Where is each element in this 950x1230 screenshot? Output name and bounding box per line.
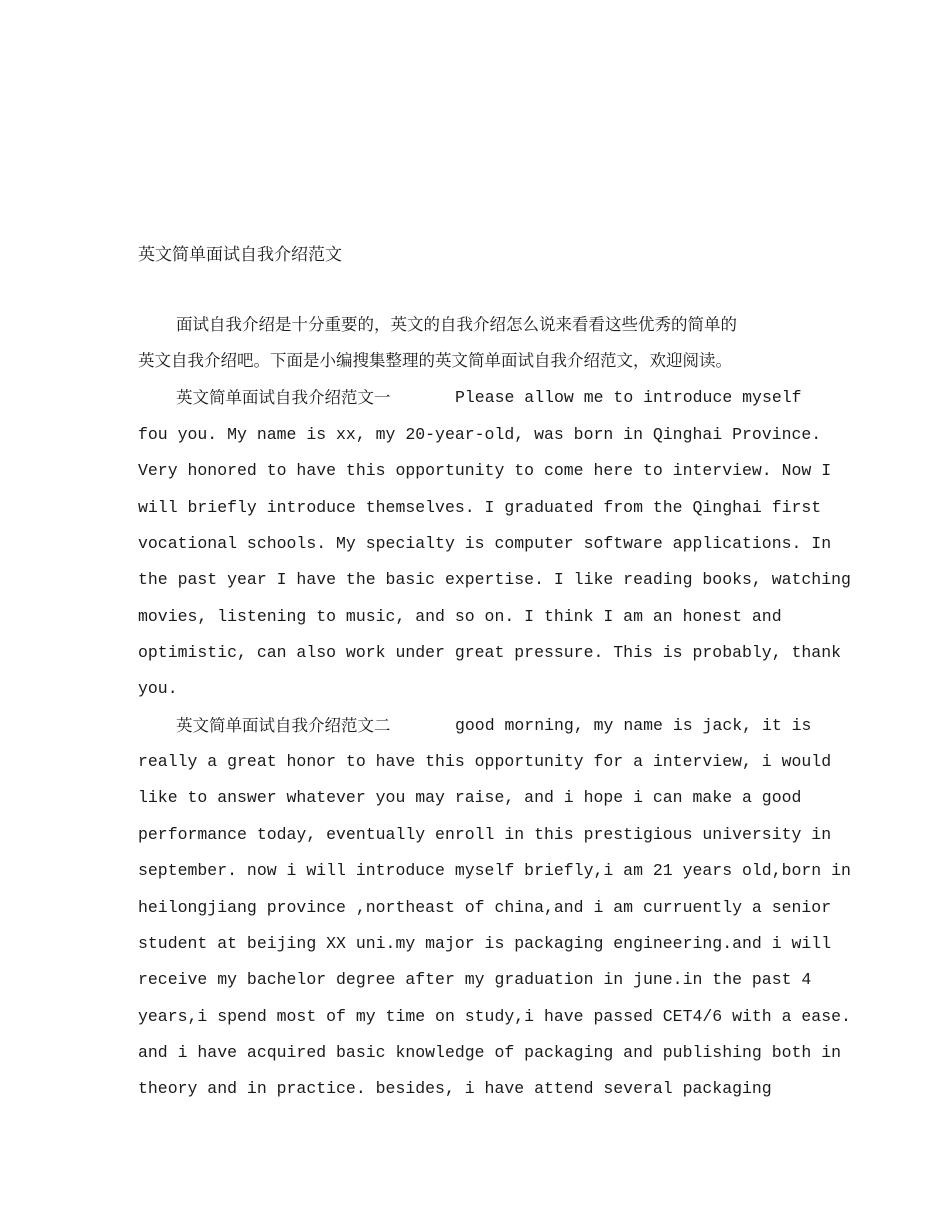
paragraph-1-line-9: you.: [138, 679, 178, 698]
paragraph-2-line-8: receive my bachelor degree after my graduation in june.in the past 4: [138, 970, 812, 989]
paragraph-2-line-4: performance today, eventually enroll in this prestigious university in: [138, 825, 832, 844]
paragraph-2-line-5: september. now i will introduce myself briefly,i am 21 years old,born in: [138, 861, 851, 880]
document-title: 英文简单面试自我介绍范文: [138, 245, 342, 265]
paragraph-2-line-2: really a great honor to have this opportunity for a interview, i would: [138, 752, 832, 771]
paragraph-2-line-1: good morning, my name is jack, it is: [455, 716, 812, 735]
paragraph-1-line-7: movies, listening to music, and so on. I think I am an honest and: [138, 607, 782, 626]
intro-line-1: 面试自我介绍是十分重要的，英文的自我介绍怎么说来看看这些优秀的简单的: [176, 315, 737, 334]
paragraph-2-line-11: theory and in practice. besides, i have attend several packaging: [138, 1079, 772, 1098]
paragraph-2-line-7: student at beijing XX uni.my major is packaging engineering.and i will: [138, 934, 832, 953]
paragraph-1-line-2: fou you. My name is xx, my 20-year-old, was born in Qinghai Province.: [138, 425, 822, 444]
paragraph-1-line-3: Very honored to have this opportunity to come here to interview. Now I: [138, 461, 832, 480]
paragraph-2-line-10: and i have acquired basic knowledge of packaging and publishing both in: [138, 1043, 842, 1062]
paragraph-1-line-6: the past year I have the basic expertise. I like reading books, watching: [138, 570, 851, 589]
paragraph-2-line-3: like to answer whatever you may raise, and i hope i can make a good: [138, 788, 802, 807]
paragraph-2-line-6: heilongjiang province ,northeast of china,and i am curruently a senior: [138, 898, 832, 917]
paragraph-2-line-9: years,i spend most of my time on study,i have passed CET4/6 with a ease.: [138, 1007, 851, 1026]
section-heading-1: 英文简单面试自我介绍范文一: [176, 388, 391, 407]
paragraph-1-line-5: vocational schools. My specialty is computer software applications. In: [138, 534, 832, 553]
intro-line-2: 英文自我介绍吧。下面是小编搜集整理的英文简单面试自我介绍范文，欢迎阅读。: [138, 351, 732, 370]
section-heading-2: 英文简单面试自我介绍范文二: [176, 716, 391, 735]
paragraph-1-line-8: optimistic, can also work under great pressure. This is probably, thank: [138, 643, 842, 662]
paragraph-1-line-4: will briefly introduce themselves. I graduated from the Qinghai first: [138, 498, 822, 517]
paragraph-1-line-1: Please allow me to introduce myself: [455, 388, 802, 407]
